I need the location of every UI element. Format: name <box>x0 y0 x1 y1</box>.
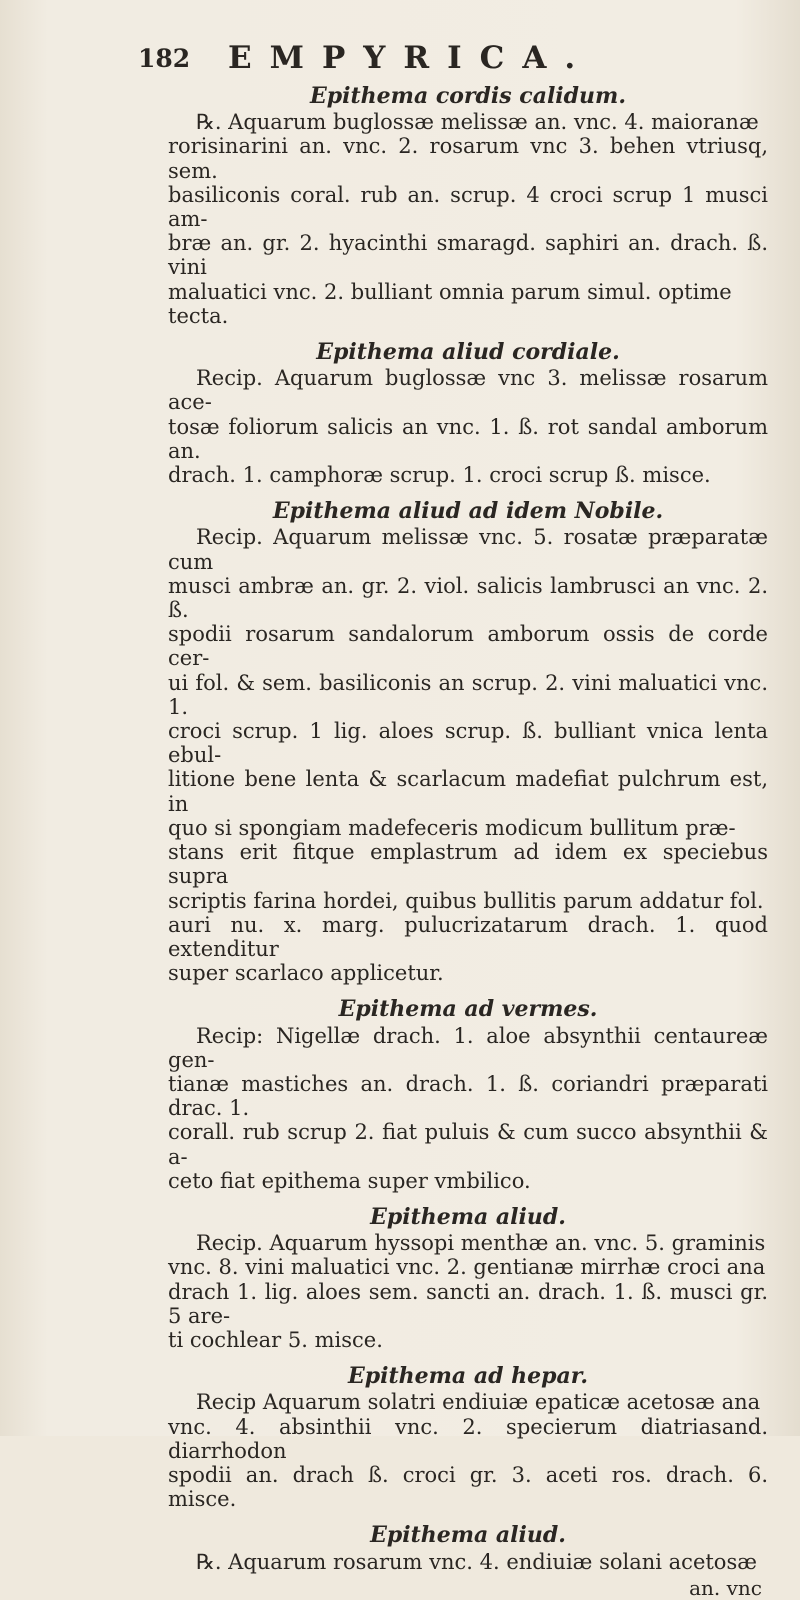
recipe-paragraph <box>168 110 768 328</box>
text-line: rorisinarini an. vnc. 2. rosarum vnc 3. behen vtriusq, sem. <box>168 134 768 183</box>
text-line: Recip. Aquarum melissæ vnc. 5. rosatæ præparatæ cum <box>168 525 768 574</box>
text-line: ℞. Aquarum buglossæ melissæ an. vnc. 4. maioranæ <box>196 110 759 135</box>
text-line: vnc. 4. absinthii vnc. 2. specierum diatriasand. diarrhodon <box>168 1414 768 1463</box>
catchword: an. vnc <box>689 1575 762 1600</box>
text-line: scriptis farina hordei, quibus bullitis parum addatur fol. <box>168 888 764 913</box>
page-number: 182 <box>138 43 191 73</box>
recipe-paragraph <box>168 1231 768 1352</box>
text-line: stans erit fitque emplastrum ad idem ex speciebus supra <box>168 840 768 889</box>
text-line: tosæ foliorum salicis an vnc. 1. ß. rot sandal amborum an. <box>168 414 768 463</box>
text-line: bræ an. gr. 2. hyacinthi smaragd. saphiri an. drach. ß. vini <box>168 231 768 280</box>
section-heading: Epithema aliud ad idem Nobile. <box>272 498 664 525</box>
text-line: litione bene lenta & scarlacum madefiat pulchrum est, in <box>168 767 768 816</box>
section-heading: Epithema aliud cordiale. <box>316 339 620 366</box>
text-line: vnc. 8. vini maluatici vnc. 2. gentianæ mirrhæ croci ana <box>168 1255 766 1280</box>
recipe-paragraph <box>168 525 768 985</box>
text-line: maluatici vnc. 2. bulliant omnia parum simul. optime <box>168 279 732 304</box>
text-line: tecta. <box>168 303 229 328</box>
text-line: ti cochlear 5. misce. <box>168 1327 383 1352</box>
text-line: ui fol. & sem. basiliconis an scrup. 2. vini maluatici vnc. 1. <box>168 670 768 719</box>
text-line: Recip. Aquarum hyssopi menthæ an. vnc. 5. graminis <box>196 1231 766 1256</box>
text-line: drach 1. lig. aloes sem. sancti an. drach. 1. ß. musci gr. 5 are- <box>168 1279 768 1328</box>
recipe-paragraph <box>168 1550 768 1574</box>
text-line: drach. 1. camphoræ scrup. 1. croci scrup ß. misce. <box>168 463 711 488</box>
text-line: quo si spongiam madefeceris modicum bullitum præ- <box>168 815 736 840</box>
recipe-paragraph <box>168 1390 768 1511</box>
running-title: EMPYRICA. <box>228 40 594 76</box>
text-line: musci ambræ an. gr. 2. viol. salicis lambrusci an vnc. 2. ß. <box>168 573 768 623</box>
text-line: Recip. Aquarum buglossæ vnc 3. melissæ rosarum ace- <box>168 366 768 415</box>
text-line: Recip Aquarum solatri endiuiæ epaticæ acetosæ ana <box>196 1390 761 1415</box>
text-body <box>168 84 768 1600</box>
recipe-paragraph <box>168 366 768 487</box>
text-line: auri nu. x. marg. pulucrizatarum drach. 1. quod extenditur <box>168 912 768 961</box>
text-line: ceto fiat epithema super vmbilico. <box>168 1168 531 1193</box>
text-line: corall. rub scrup 2. fiat puluis & cum succo absynthii & a- <box>168 1120 768 1169</box>
text-line: Recip: Nigellæ drach. 1. aloe absynthii centaureæ gen- <box>168 1023 768 1072</box>
page-header <box>138 36 758 80</box>
text-line: super scarlaco applicetur. <box>168 961 444 986</box>
section-heading: Epithema aliud. <box>370 1203 566 1230</box>
recipe-paragraph <box>168 1024 768 1193</box>
text-line: ℞. Aquarum rosarum vnc. 4. endiuiæ solani acetosæ <box>196 1549 757 1574</box>
section-heading: Epithema cordis calidum. <box>310 83 626 109</box>
text-line: croci scrup. 1 lig. aloes scrup. ß. bulliant vnica lenta ebul- <box>168 719 768 768</box>
text-line: tianæ mastiches an. drach. 1. ß. coriandri præparati drac. 1. <box>168 1071 768 1121</box>
section-heading: Epithema ad hepar. <box>347 1363 588 1390</box>
section-heading: Epithema ad vermes. <box>338 996 598 1023</box>
section-heading: Epithema aliud. <box>370 1522 566 1549</box>
text-line: spodii rosarum sandalorum amborum ossis de corde cer- <box>168 622 768 671</box>
text-line: basiliconis coral. rub an. scrup. 4 croci scrup 1 musci am- <box>168 182 768 232</box>
text-line: spodii an. drach ß. croci gr. 3. aceti ros. drach. 6. misce. <box>168 1462 768 1512</box>
